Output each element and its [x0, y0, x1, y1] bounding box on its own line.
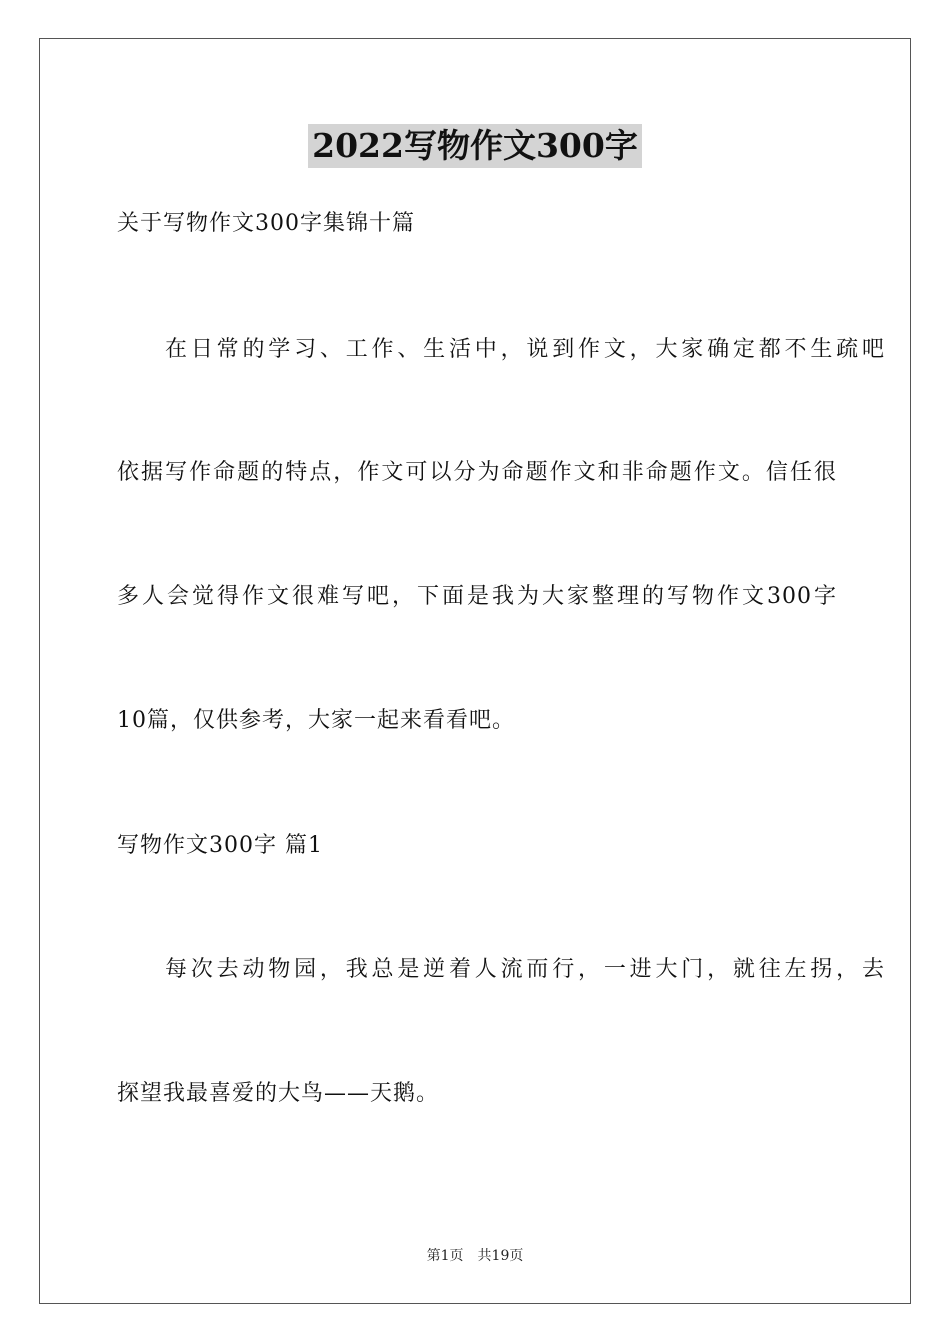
page-footer: [0, 1246, 950, 1266]
paragraph-line-4: 10篇，仅供参考，大家一起来看看吧。: [117, 708, 515, 733]
section-line-1: 每次去动物园，我总是逆着人流而行，一进大门，就往左拐，去: [165, 957, 885, 982]
document-subtitle: 关于写物作文300字集锦十篇: [117, 211, 415, 236]
section-line-2: 探望我最喜爱的大鸟——天鹅。: [117, 1081, 440, 1106]
section-heading: 写物作文300字 篇1: [117, 833, 323, 858]
paragraph-line-1: 在日常的学习、工作、生活中，说到作文，大家确定都不生疏吧: [165, 337, 885, 362]
title-container: [0, 124, 950, 168]
paragraph-line-3: 多人会觉得作文很难写吧，下面是我为大家整理的写物作文300字: [117, 584, 837, 609]
total-pages: 共19页: [477, 1248, 524, 1264]
document-title: 2022写物作文300字: [308, 124, 642, 168]
page-number: 第1页: [426, 1248, 464, 1264]
paragraph-line-2: 依据写作命题的特点，作文可以分为命题作文和非命题作文。信任很: [117, 460, 837, 485]
